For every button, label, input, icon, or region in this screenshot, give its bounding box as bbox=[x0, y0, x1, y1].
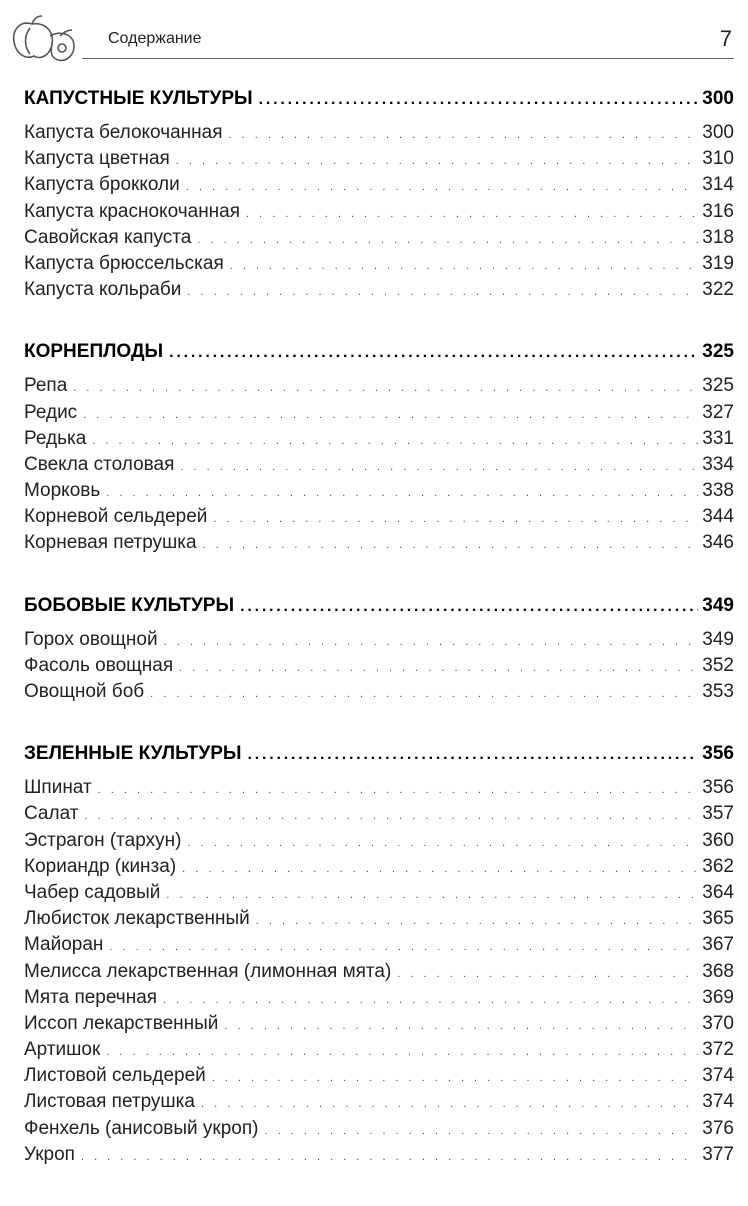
leader-dots bbox=[180, 461, 698, 473]
toc-entry bbox=[24, 402, 734, 428]
entry-page-number: 322 bbox=[702, 279, 734, 301]
toc-entry bbox=[24, 122, 734, 148]
entry-page-number: 370 bbox=[702, 1012, 734, 1034]
leader-dots bbox=[166, 889, 698, 901]
toc-section bbox=[24, 595, 734, 708]
header-divider bbox=[82, 58, 734, 59]
entry-page-number: 300 bbox=[702, 122, 734, 143]
leader-dots bbox=[197, 234, 698, 246]
leader-dots bbox=[84, 810, 698, 822]
entry-title: Капуста кольраби bbox=[24, 279, 182, 301]
entry-page-number: 338 bbox=[702, 480, 734, 502]
toc-entry bbox=[24, 908, 734, 934]
entry-page-number: 352 bbox=[702, 654, 734, 676]
entry-page-number: 364 bbox=[702, 881, 734, 903]
entry-page-number: 319 bbox=[702, 252, 734, 274]
entry-page-number: 310 bbox=[702, 148, 734, 170]
section-page-number: 356 bbox=[702, 743, 734, 765]
entry-title: Артишок bbox=[24, 1039, 101, 1061]
leader-dots bbox=[224, 1020, 698, 1032]
leader-dots bbox=[73, 382, 698, 394]
entry-title: Любисток лекарственный bbox=[24, 908, 250, 930]
entry-title: Горох овощной bbox=[24, 628, 158, 650]
entry-title: Мелисса лекарственная (лимонная мята) bbox=[24, 960, 392, 982]
entry-page-number: 318 bbox=[702, 226, 734, 248]
toc-entry bbox=[24, 961, 734, 987]
toc-entry bbox=[24, 227, 734, 253]
toc-entry bbox=[24, 987, 734, 1013]
entry-title: Иссоп лекарственный bbox=[24, 1012, 219, 1034]
entry-title: Капуста белокочанная bbox=[24, 122, 223, 143]
entry-page-number: 368 bbox=[702, 960, 734, 982]
entry-page-number: 374 bbox=[702, 1091, 734, 1113]
entry-title: Капуста цветная bbox=[24, 148, 170, 170]
leader-dots bbox=[150, 688, 698, 700]
leader-dots bbox=[106, 1046, 698, 1058]
entry-title: Савойская капуста bbox=[24, 226, 192, 248]
leader-dots bbox=[248, 746, 699, 764]
entry-page-number: 327 bbox=[702, 401, 734, 423]
entry-page-number: 314 bbox=[702, 174, 734, 196]
header-title: Содержание bbox=[108, 30, 202, 47]
toc-entry bbox=[24, 856, 734, 882]
leader-dots bbox=[164, 636, 699, 648]
leader-dots bbox=[186, 181, 699, 193]
toc-entry bbox=[24, 1013, 734, 1039]
leader-dots bbox=[246, 208, 698, 220]
entry-title: Фасоль овощная bbox=[24, 654, 174, 676]
toc-entry bbox=[24, 655, 734, 681]
entry-page-number: 374 bbox=[702, 1065, 734, 1087]
leader-dots bbox=[106, 487, 698, 499]
leader-dots bbox=[81, 1151, 698, 1163]
toc-entry bbox=[24, 681, 734, 707]
toc-section-heading bbox=[24, 595, 734, 629]
leader-dots bbox=[83, 409, 698, 421]
leader-dots bbox=[397, 968, 698, 980]
entry-page-number: 331 bbox=[702, 427, 734, 449]
leader-dots bbox=[229, 129, 699, 141]
section-page-number: 349 bbox=[702, 594, 734, 616]
toc-entry bbox=[24, 253, 734, 279]
leader-dots bbox=[256, 915, 699, 927]
entry-title: Капуста брюссельская bbox=[24, 252, 224, 274]
entry-title: Листовая петрушка bbox=[24, 1091, 195, 1113]
entry-title: Майоран bbox=[24, 934, 104, 956]
entry-page-number: 377 bbox=[702, 1143, 734, 1165]
entry-title: Свекла столовая bbox=[24, 453, 175, 475]
entry-title: Чабер садовый bbox=[24, 881, 161, 903]
toc-section bbox=[24, 341, 734, 558]
leader-dots bbox=[259, 91, 699, 109]
entry-page-number: 365 bbox=[702, 908, 734, 930]
toc-entry bbox=[24, 532, 734, 558]
toc-section-heading bbox=[24, 341, 734, 375]
entry-page-number: 325 bbox=[702, 375, 734, 397]
page-header bbox=[0, 0, 748, 62]
entry-title: Редька bbox=[24, 427, 87, 449]
entry-title: Корневая петрушка bbox=[24, 532, 197, 554]
entry-page-number: 372 bbox=[702, 1039, 734, 1061]
toc-entry bbox=[24, 201, 734, 227]
section-title: КОРНЕПЛОДЫ bbox=[24, 341, 164, 363]
entry-page-number: 356 bbox=[702, 777, 734, 799]
entry-title: Капуста краснокочанная bbox=[24, 200, 241, 222]
toc-entry bbox=[24, 803, 734, 829]
toc-entry bbox=[24, 506, 734, 532]
toc-entry bbox=[24, 629, 734, 655]
leader-dots bbox=[163, 994, 698, 1006]
entry-page-number: 353 bbox=[702, 681, 734, 702]
leader-dots bbox=[213, 513, 698, 525]
toc-entry bbox=[24, 279, 734, 305]
entry-title: Репа bbox=[24, 375, 68, 397]
entry-page-number: 376 bbox=[702, 1117, 734, 1139]
entry-page-number: 369 bbox=[702, 986, 734, 1008]
entry-page-number: 367 bbox=[702, 934, 734, 956]
entry-title: Овощной боб bbox=[24, 681, 145, 702]
leader-dots bbox=[176, 155, 699, 167]
entry-page-number: 357 bbox=[702, 803, 734, 825]
entry-title: Корневой сельдерей bbox=[24, 506, 208, 528]
entry-title: Редис bbox=[24, 401, 78, 423]
leader-dots bbox=[212, 1072, 698, 1084]
toc-entry bbox=[24, 777, 734, 803]
entry-page-number: 362 bbox=[702, 855, 734, 877]
leader-dots bbox=[201, 1098, 698, 1110]
entry-title: Мята перечная bbox=[24, 986, 158, 1008]
entry-title: Шпинат bbox=[24, 777, 92, 799]
entry-title: Капуста брокколи bbox=[24, 174, 180, 196]
apple-logo-icon bbox=[10, 14, 82, 62]
toc-entry bbox=[24, 882, 734, 908]
leader-dots bbox=[92, 435, 698, 447]
entry-page-number: 360 bbox=[702, 829, 734, 851]
entry-title: Эстрагон (тархун) bbox=[24, 829, 182, 851]
entry-page-number: 334 bbox=[702, 453, 734, 475]
leader-dots bbox=[264, 1125, 698, 1137]
section-page-number: 325 bbox=[702, 341, 734, 363]
entry-title: Фенхель (анисовый укроп) bbox=[24, 1117, 259, 1139]
toc-section-heading bbox=[24, 88, 734, 122]
entry-title: Салат bbox=[24, 803, 79, 825]
entry-page-number: 349 bbox=[702, 628, 734, 650]
section-title: БОБОВЫЕ КУЛЬТУРЫ bbox=[24, 594, 235, 616]
entry-page-number: 344 bbox=[702, 506, 734, 528]
leader-dots bbox=[98, 784, 699, 796]
toc-entry bbox=[24, 1065, 734, 1091]
entry-title: Морковь bbox=[24, 480, 101, 502]
entry-title: Кориандр (кинза) bbox=[24, 855, 177, 877]
toc-entry bbox=[24, 1118, 734, 1144]
leader-dots bbox=[109, 941, 698, 953]
toc-section bbox=[24, 743, 734, 1170]
toc-section bbox=[24, 88, 734, 305]
toc-entry bbox=[24, 174, 734, 200]
section-title: ЗЕЛЕННЫЕ КУЛЬТУРЫ bbox=[24, 743, 242, 765]
leader-dots bbox=[182, 863, 698, 875]
leader-dots bbox=[240, 598, 698, 616]
toc-entry bbox=[24, 375, 734, 401]
leader-dots bbox=[230, 260, 699, 272]
toc-entry bbox=[24, 454, 734, 480]
leader-dots bbox=[169, 344, 698, 362]
leader-dots bbox=[179, 662, 698, 674]
entry-title: Листовой сельдерей bbox=[24, 1065, 206, 1087]
entry-title: Укроп bbox=[24, 1143, 75, 1165]
toc-entry bbox=[24, 480, 734, 506]
section-page-number: 300 bbox=[702, 88, 734, 109]
toc-entry bbox=[24, 148, 734, 174]
toc-entry bbox=[24, 1039, 734, 1065]
toc-entry bbox=[24, 428, 734, 454]
toc-entry bbox=[24, 934, 734, 960]
leader-dots bbox=[187, 837, 698, 849]
table-of-contents bbox=[24, 88, 734, 1206]
toc-section-heading bbox=[24, 743, 734, 777]
entry-page-number: 346 bbox=[702, 532, 734, 554]
page-number: 7 bbox=[719, 26, 732, 51]
toc-entry bbox=[24, 1144, 734, 1170]
entry-page-number: 316 bbox=[702, 200, 734, 222]
section-title: КАПУСТНЫЕ КУЛЬТУРЫ bbox=[24, 88, 253, 109]
toc-entry bbox=[24, 1091, 734, 1117]
toc-entry bbox=[24, 830, 734, 856]
leader-dots bbox=[203, 539, 699, 551]
leader-dots bbox=[187, 286, 698, 298]
